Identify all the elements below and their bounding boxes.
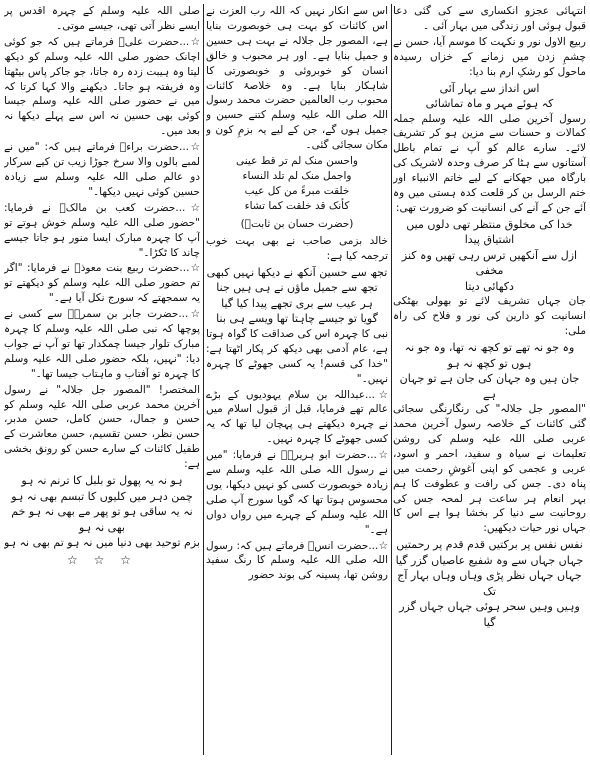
verse-line: جان ہیں وہ جہان کی جان ہے تو جہان ہے xyxy=(399,372,580,401)
paragraph: المختصر! "المصور جل جلالہ" نے رسول آخرین محمد عربی صلی اللہ علیہ وسلم کو حسن و جمال، حسن کامل، حسن مدبر، حسن نظر، حسن تقسیم، حسن معاشرت کے طفیل کائنات کے سارے حسن کو رونق بخشی ہے: xyxy=(4,383,200,471)
verse-line: دکھائی دیتا xyxy=(465,279,514,293)
verse-line: وہ جو نہ تھے تو کچھ نہ تھا، وہ جو نہ ہوں تو کچھ نہ ہو xyxy=(404,341,575,370)
paragraph: رسول آخرین صلی اللہ علیہ وسلم جملہ کمالات و حسنات سے مزین ہو کر تشریف لائے۔ سارے عالم کو آپ نے تمام باطل آستانوں سے ہٹا کر صرف وحدہ لاشریک کی بارگاہ میں جھکانے کے لیے خاتم الانبیاء اور ختم الرسل بن کر قلعت کدہ ہستی میں وہ آئے جن کے آنے کی انسانیت کو ضرورت تھی: xyxy=(393,112,586,214)
column-divider xyxy=(203,4,204,755)
paragraph: ☆...حضرت براءؓ فرماتے ہیں کہ: "میں نے لمبے بالوں والا سرخ جوڑا زیب تن کیے سرکار دو عالم صلی اللہ علیہ وسلم سے زیادہ حسین کوئی نہیں دیکھا۔" xyxy=(4,141,200,198)
verse-line: کہ ہوئے مہر و ماہ تماشائی xyxy=(425,97,554,111)
arabic-verse-line: کأنک قد خلقت کما تشاء xyxy=(244,200,350,213)
paragraph: ربیع الاول نور و نکہت کا موسم آیا، حسن نے چشمِ زدن میں زمانے کے خزاں رسیدہ ماحول کو رشکِ ارم بنا دیا: xyxy=(393,35,586,78)
verse-line: ازل سے آنکھیں ترس رہی تھیں وہ کنز مخفی xyxy=(401,248,578,278)
verse-line: خدا کی مخلوق منتظر تھی دلوں میں اشتیاق پیدا xyxy=(406,217,573,247)
verse-line: ہر عیب سے بری تجھے پیدا کیا گیا xyxy=(221,296,373,310)
arabic-verse-line: واجمل منک لم تلد النساء xyxy=(242,170,352,183)
paragraph: خالد بزمی صاحب نے بھی بہت خوب ترجمہ کیا ہے: xyxy=(206,235,388,262)
paragraph: ☆...حضرت کعب بن مالکؓ نے فرمایا: "حضور صلی اللہ علیہ وسلم خوش ہوتے تو آپ کا چہرہ مبارک ایسا منور ہو جاتا جیسے چاند کا ٹکڑا۔" xyxy=(4,201,200,259)
paragraph: "المصور جل جلالہ" کی رنگارنگی سجائی گئی کائنات کے خلاصہ رسول آخرین محمد عربی صلی اللہ علیہ وسلم کی روشن تعلیمات نے سیاہ و سفید، احمر و اسود، عربی و عجمی کو اپنی آغوشِ رحمت میں پناہ دی۔ جس کی رافت و عطوفت کا ہم بہر انعام ہر ساعت ہر لمحہ جس کی روحانیت سے دنیا کر بخشا ہوا ہے اس کا جہاں نور حیات دیکھیں: xyxy=(393,403,586,535)
paragraph: ☆...حضرت انسؓ فرماتے ہیں کہ: رسول اللہ صلی اللہ علیہ وسلم کا رنگ سفید روشن تھا، پسینہ کی بوند حضور xyxy=(206,539,388,582)
verse-line: نفس نفس پر برکتیں قدم قدم پر رحمتیں xyxy=(396,538,583,552)
verse-credit: (حضرت حسان بن ثابتؓ) xyxy=(240,218,354,231)
verse-line: بزم توحید بھی دنیا میں نہ ہو تم بھی نہ ہو xyxy=(4,536,200,550)
verse-line: تجھ سے حسین آنکھ نے دیکھا نہیں کبھی xyxy=(206,265,388,279)
verse-line: تجھ سے جمیل ماؤں نے ہی ہیں جنا xyxy=(216,281,378,295)
paragraph: ☆...حضرت جابر بن سمرہؓ سے کسی نے پوچھا کہ نبی صلی اللہ علیہ وسلم کا چہرہ مبارک تلوار جیسا چمکدار تھا تو آپ نے جواب دیا: "نہیں، بلکہ حضور صلی اللہ علیہ وسلم کا چہرہ تو آفتاب و ماہتاب جیسا تھا۔" xyxy=(4,308,200,380)
column-divider xyxy=(391,4,392,755)
paragraph: نبی کا چہرہ اس کی صداقت کا گواہ ہوتا ہے، عام آدمی بھی دیکھ کر پکار اٹھتا ہے: "خدا کی قسم! یہ کسی جھوٹے کا چہرہ نہیں۔" xyxy=(206,327,388,385)
paragraph: ☆...عبداللہ بن سلام یہودیوں کے بڑے عالم تھے فرمایا، قبل از قبول اسلام میں نے چہرہ دیکھتے ہی پہچان لیا تھا کہ یہ کسی جھوٹے کا چہرہ نہیں۔ xyxy=(206,388,388,446)
left-column xyxy=(4,4,200,755)
arabic-verse-line: خلقت مبرءً من کل عیب xyxy=(244,185,350,198)
paragraph: جان جہاں تشریف لائے تو بھولی بھٹکی انسانیت کو دارین کی نور و فلاح کی راہ ملی: xyxy=(393,295,586,338)
verse-line: گویا تو جیسے چاہتا تھا ویسے ہی بنا xyxy=(216,312,378,326)
verse-line: نہ یہ ساقی ہو تو پھر مے بھی نہ ہو خم بھی نہ ہو xyxy=(11,505,193,534)
verse-line: چمن دہر میں کلیوں کا تبسم بھی نہ ہو xyxy=(11,489,193,503)
end-stars: ☆ ☆ ☆ xyxy=(67,552,137,567)
verse-line: جہاں جہاں نظر پڑی وہاں وہاں بہار آج تک xyxy=(397,569,582,598)
paragraph: ☆...حضرت علیؓ فرماتے ہیں کہ جو کوئی اچانک حضور صلی اللہ علیہ وسلم کو دیکھ لیتا وہ ہیبت زدہ رہ جاتا، جو جاکر پاس بیٹھتا وہ فریفتہ ہو جاتا۔ دیکھنے والا کہا کرتا کہ میں نے حضور صلی اللہ علیہ وسلم جیسا کوئی بھی حسین نہ اس سے پہلے دیکھا نہ بعد میں۔ xyxy=(4,35,200,138)
verse-line: وہیں وہیں سحر ہوئی جہاں جہاں گزر گیا xyxy=(399,600,580,629)
arabic-verse-line: واحسن منک لم تر قط عینی xyxy=(236,155,358,168)
right-column xyxy=(393,4,586,755)
verse-line: جہاں جہاں سے وہ شفیع عاصیاں گزر گیا xyxy=(395,553,584,567)
middle-column xyxy=(206,4,388,755)
paragraph: انتہائی عجزو انکساری سے کی گئی دعا قبول ہوئی اور زندگی میں بہار آئی ۔ xyxy=(393,5,586,32)
verse-line: ہو نہ یہ پھول تو بلبل کا ترنم نہ ہو xyxy=(21,474,183,488)
paragraph: ☆...حضرت ربیع بنت معوذؓ نے فرمایا: "اگر تم حضور صلی اللہ علیہ وسلم کو دیکھتے تو یہ سمجھتے کہ سورج نکل آیا ہے۔" xyxy=(4,262,200,305)
paragraph: اس سے انکار نہیں کہ اللہ رب العزت نے اس کائنات کو بہت ہی خوبصورت بنایا ہے، المصور جل جلالہ نے بہت ہی حسین و جمیل بنایا ہے۔ اور ہر محبوب و خالق انسان کو خوبروئی و خوبصورتی کا شاہکار بنایا ہے۔ وہ خلاصۂ کائنات محبوب رب العالمین حضرت محمد رسول اللہ صلی اللہ علیہ وسلم کتنے حسین و جمیل ہوں گے، جن کے لیے یہ بزمِ کون و مکان سجائی گئی۔ xyxy=(206,5,388,152)
verse-line: اس انداز سے بہار آئی xyxy=(439,81,540,95)
paragraph: صلی اللہ علیہ وسلم کے چہرہ اقدس پر ایسے نظر آتی تھی، جیسے موتی۔ xyxy=(4,5,200,32)
paragraph: ☆...حضرت ابو ہریرہؓ نے فرمایا: "میں نے رسول اللہ صلی اللہ علیہ وسلم سے زیادہ خوبصورت کسی کو نہیں دیکھا، یوں محسوس ہوتا تھا کہ گویا سورج آپ صلی اللہ علیہ وسلم کے چہرے میں رواں دواں ہے۔" xyxy=(206,449,388,536)
